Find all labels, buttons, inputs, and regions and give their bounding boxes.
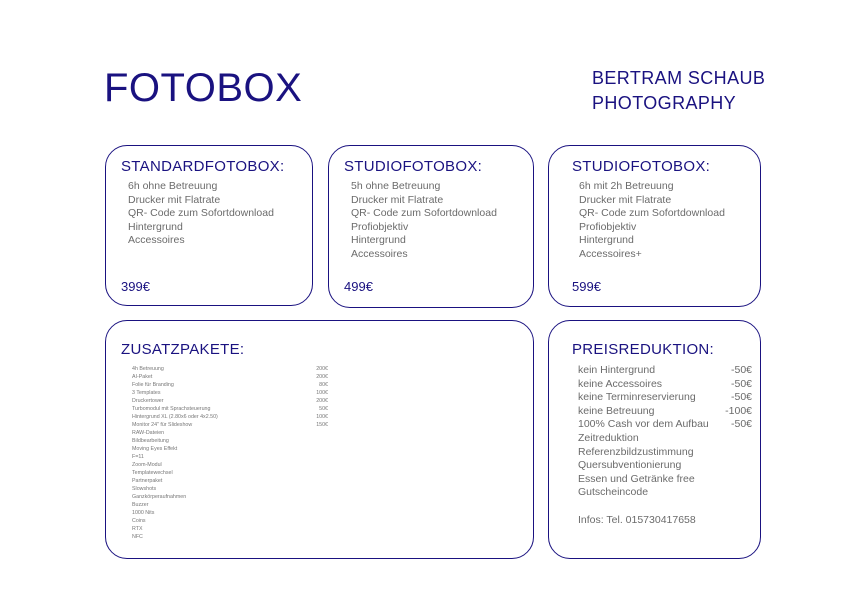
reduction-item-value: -50€ [730,377,752,390]
addon-item-label: 3 Templates [132,390,161,396]
reduction-item-value: -100€ [725,404,752,417]
addon-item [132,517,328,525]
feature-item: Profiobjektiv [351,220,409,233]
contact-info: Infos: Tel. 015730417658 [578,514,696,526]
package-title: STUDIOFOTOBOX: [344,158,483,175]
reduction-item-value: -50€ [730,418,752,431]
package-price: 599€ [572,279,601,294]
feature-item: QR- Code zum Sofortdownload [128,207,274,220]
addon-item [132,453,328,461]
reduction-item-label: kein Hintergrund [578,364,656,376]
addon-item-label: Bildbearbeitung [132,438,169,444]
addon-item [132,397,328,405]
addon-item-label: RAW-Dateien [132,430,165,436]
reduction-item [578,418,752,432]
addons-list [132,365,328,541]
addon-item-label: RTX [132,526,143,532]
addon-item [132,445,328,453]
addon-item-label: Partnerpaket [132,478,163,484]
addon-item [132,493,328,501]
reduction-item-label: 100% Cash vor dem Aufbau [578,418,709,431]
addon-item [132,429,328,437]
brand-line-1: BERTRAM SCHAUB [592,68,766,88]
brand-line-2: PHOTOGRAPHY [592,93,737,113]
reduction-item-label: Essen und Getränke free [578,472,695,485]
feature-item: Hintergrund [579,234,634,247]
addon-item-value: 50€ [319,406,328,412]
reduction-item [578,446,752,460]
addon-item-label: Hintergrund XL (2.80x6 oder 4x2.50) [132,414,218,420]
feature-item: Accessoires [351,247,408,260]
feature-item: Hintergrund [351,234,406,247]
feature-item: Hintergrund [128,220,183,233]
reduction-item-label: keine Terminreservierung [578,391,696,404]
package-card-studio [328,145,534,308]
addon-item-value: 100€ [316,414,328,420]
addon-item-label: Moving Eyes Effekt [132,446,178,452]
addons-card [105,320,534,559]
addon-item-label: Monitor 24" für Slideshow [132,422,193,428]
reduction-item-label: keine Betreuung [578,404,655,417]
addon-item-value: 150€ [316,422,328,428]
package-price: 499€ [344,279,373,294]
addon-item [132,437,328,445]
feature-item: Accessoires+ [579,247,642,260]
feature-item: QR- Code zum Sofortdownload [579,207,725,220]
addon-item [132,501,328,509]
feature-list [128,180,274,248]
addon-item-label: Turbomodul mit Sprachsteuerung [132,406,211,412]
addon-item [132,381,328,389]
addon-item [132,373,328,381]
package-card-studio-plus [548,145,761,307]
addon-item [132,477,328,485]
feature-item: 5h ohne Betreuung [351,180,441,192]
reduction-list [578,364,752,500]
addon-item [132,421,328,429]
addon-item-label: Coins [132,518,146,524]
reduction-item-label: Referenzbildzustimmung [578,445,694,458]
addon-item-label: Ganzkörperaufnahmen [132,494,187,500]
reduction-item [578,432,752,446]
addon-item-value: 200€ [316,398,328,404]
package-title: STANDARDFOTOBOX: [121,158,285,175]
reduction-item-label: Quersubventionierung [578,459,682,472]
addon-item [132,533,328,541]
addon-item-label: 4h Betreuung [132,366,164,372]
addon-item [132,461,328,469]
reduction-item-label: Gutscheincode [578,486,649,499]
addon-item-label: Templatewechsel [132,470,173,476]
feature-item: Accessoires [128,234,185,247]
addon-item [132,509,328,517]
brand-name [592,66,765,116]
package-price: 399€ [121,279,150,294]
reduction-item-label: Zeitreduktion [578,431,639,444]
package-title: STUDIOFOTOBOX: [572,158,711,175]
addon-item-label: Zoom-Modul [132,462,162,468]
addon-item [132,365,328,373]
addon-item [132,413,328,421]
reduction-item [578,378,752,392]
addon-item-label: NFC [132,534,143,540]
addon-item-label: Druckertower [132,398,164,404]
reduction-item [578,391,752,405]
reduction-item-value: -50€ [730,364,752,376]
reduction-title: PREISREDUKTION: [572,341,715,358]
feature-item: Drucker mit Flatrate [128,193,221,206]
addon-item-label: Buzzer [132,502,149,508]
package-card-standard [105,145,313,306]
addon-item [132,485,328,493]
reduction-item [578,459,752,473]
feature-item: Profiobjektiv [579,220,637,233]
addon-item-label: 1000 Nits [132,510,155,516]
addon-item-label: Slowshots [132,486,157,492]
reduction-item-value: -50€ [730,391,752,404]
addon-item-value: 200€ [316,374,328,380]
feature-item: 6h ohne Betreuung [128,180,218,192]
addon-item [132,525,328,533]
reduction-item [578,486,752,500]
reduction-item [578,473,752,487]
page-title: FOTOBOX [104,66,303,110]
addon-item-label: F=11 [132,454,144,460]
addons-title: ZUSATZPAKETE: [121,341,245,358]
feature-list [351,180,497,262]
addon-item [132,389,328,397]
reduction-item-label: keine Accessoires [578,377,663,390]
addon-item-label: AI-Paket [132,374,153,380]
feature-item: 6h mit 2h Betreuung [579,180,674,192]
reduction-item [578,364,752,378]
reduction-item [578,405,752,419]
feature-list [579,180,725,262]
addon-item-label: Folie für Branding [132,382,174,388]
addon-item [132,469,328,477]
addon-item-value: 200€ [316,366,328,372]
addon-item-value: 100€ [316,390,328,396]
feature-item: Drucker mit Flatrate [579,193,672,206]
feature-item: QR- Code zum Sofortdownload [351,207,497,220]
feature-item: Drucker mit Flatrate [351,193,444,206]
addon-item-value: 80€ [319,382,328,388]
addon-item [132,405,328,413]
price-reduction-card [548,320,761,559]
